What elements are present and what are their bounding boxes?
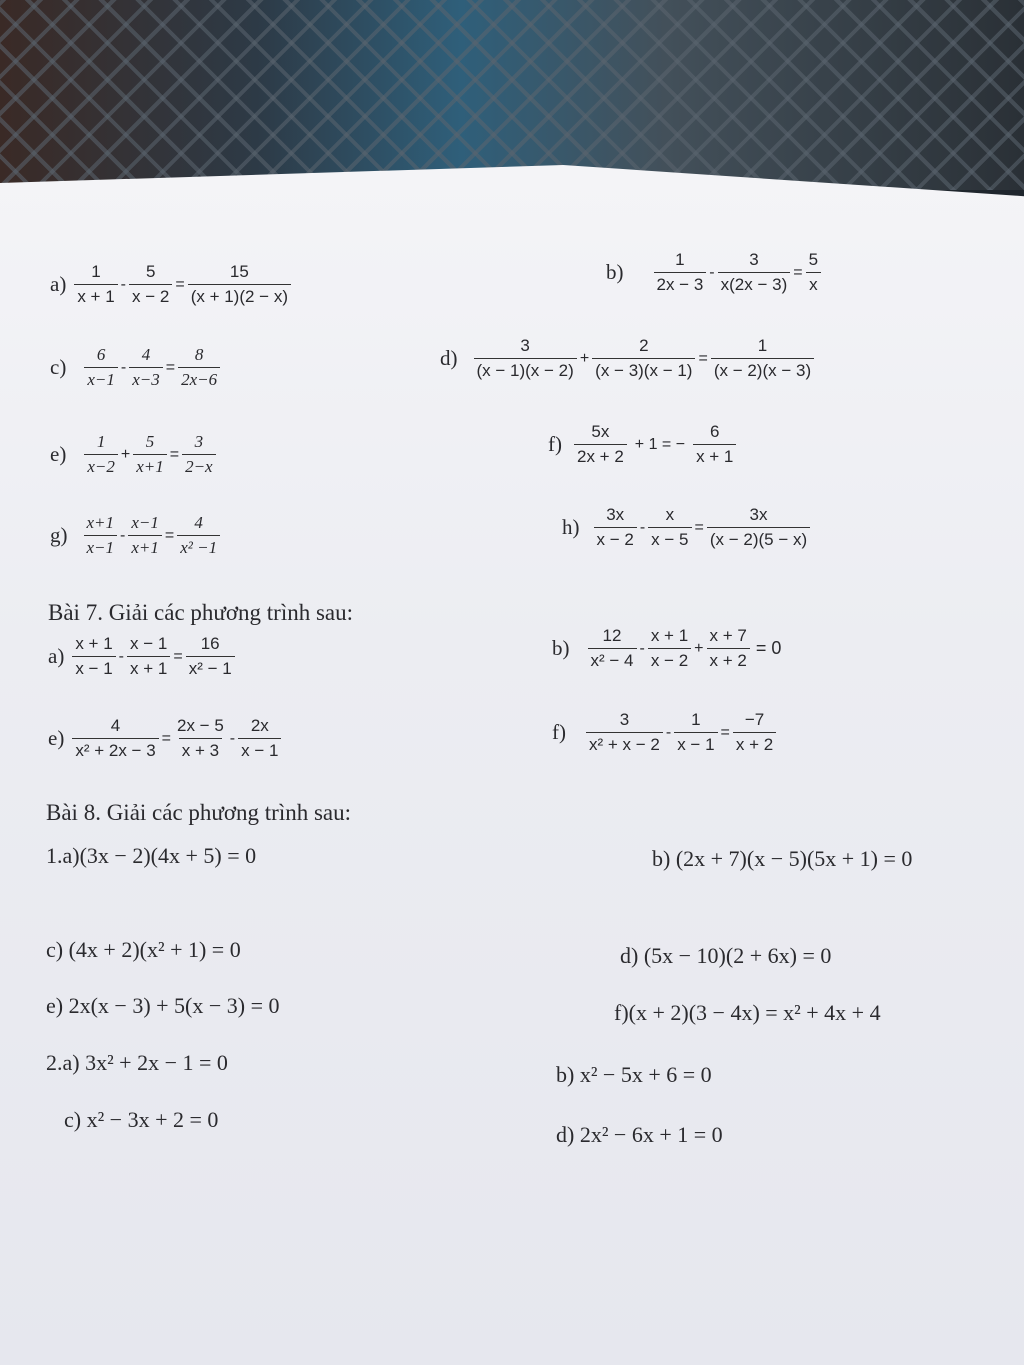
fraction: $\frac{x + 1}{x - 1}$ (72, 634, 115, 679)
exercise-7-title: Bài 7. Giải các phương trình sau: (48, 600, 354, 625)
fraction: $\frac{-7}{x + 2}$ (733, 710, 776, 755)
fraction: $\frac{4}{\text{x² −1}}$ (177, 513, 220, 558)
problem-label: b) (552, 636, 570, 660)
fraction: $\frac{1}{(x - 2)(x - 3)}$ (711, 336, 814, 381)
fraction: $\frac{x + 1}{x - 2}$ (648, 626, 691, 671)
fraction: $\frac{12}{\text{x² − 4}}$ (588, 626, 637, 671)
problem-8-2d: d) 2x² − 6x + 1 = 0 (556, 1122, 723, 1147)
operator: - (665, 723, 672, 741)
problem-label: a) (50, 272, 67, 296)
operator: - (229, 729, 236, 747)
problem-7f (552, 710, 778, 755)
equals-sign: = (169, 445, 180, 463)
problem-8-1e: e) 2x(x − 3) + 5(x − 3) = 0 (46, 993, 280, 1018)
fraction: $\frac{4}{\text{x² + 2x − 3}}$ (72, 716, 158, 761)
problem-8-1d: d) (5x − 10)(2 + 6x) = 0 (620, 943, 832, 968)
problem-label: a) (48, 644, 65, 668)
equals-sign: = (720, 723, 730, 741)
operator: - (120, 526, 126, 544)
problem-8-2b: b) x² − 5x + 6 = 0 (556, 1062, 712, 1087)
operator: - (118, 647, 124, 665)
problem-label: d) (440, 346, 458, 370)
operator: - (639, 639, 645, 657)
problem-6e (50, 432, 218, 477)
problem-6f (548, 422, 738, 467)
problem-6b (606, 250, 823, 295)
fraction: $\frac{2x - 5}{x + 3}$ (177, 716, 224, 760)
operator: - (709, 263, 715, 281)
fraction: $\frac{3x}{(x - 2)(5 - x)}$ (707, 505, 810, 550)
fraction: $\frac{6}{x + 1}$ (693, 422, 736, 467)
problem-6c (50, 345, 222, 390)
fraction: $\frac{5x}{2x + 2}$ (574, 422, 627, 467)
equals-zero: = 0 (755, 638, 782, 658)
problem-6g (50, 513, 222, 558)
fraction: $\frac{15}{(x + 1)(2 - x)}$ (188, 262, 291, 307)
fraction: $\frac{3}{x(2x - 3)}$ (718, 250, 791, 295)
problem-label: c) (50, 355, 67, 379)
problem-8-1f: f)(x + 2)(3 − 4x) = x² + 4x + 4 (614, 1000, 881, 1025)
fraction: $\frac{x - 1}{x + 1}$ (127, 634, 170, 679)
background-scene (0, 0, 1024, 190)
equals-sign: = (694, 518, 704, 536)
problem-6a (50, 262, 293, 307)
problem-label: h) (562, 515, 580, 539)
fraction: $\frac{6}{x-1}$ (84, 345, 118, 390)
problem-8-2c: c) x² − 3x + 2 = 0 (64, 1107, 219, 1132)
equals-sign: = (175, 275, 185, 293)
fraction: $\frac{3}{2-x}$ (182, 432, 216, 477)
problem-label: f) (548, 432, 562, 456)
fraction: $\frac{1}{x + 1}$ (74, 262, 117, 307)
fraction: $\frac{x + 7}{x + 2}$ (707, 626, 750, 671)
problem-label: g) (50, 523, 68, 547)
problem-7b (552, 626, 782, 671)
problem-8-2a: 2.a) 3x² + 2x − 1 = 0 (46, 1050, 228, 1075)
fraction: $\frac{x-1}{x+1}$ (128, 513, 162, 558)
fraction: $\frac{1}{x-2}$ (84, 432, 118, 477)
fraction: $\frac{2}{(x - 3)(x - 1)}$ (592, 336, 695, 381)
fraction: $\frac{16}{\text{x² − 1}}$ (186, 634, 235, 679)
problem-6d (440, 336, 816, 381)
operator: - (120, 358, 127, 376)
operator: + 1 = − (634, 435, 686, 453)
equals-sign: = (164, 526, 175, 544)
problem-8-1b: b) (2x + 7)(x − 5)(5x + 1) = 0 (652, 846, 913, 871)
fraction: $\frac{1}{x - 1}$ (674, 710, 717, 755)
problem-label: b) (606, 260, 624, 284)
problem-8-1a: 1.a)(3x − 2)(4x + 5) = 0 (46, 843, 257, 868)
operator: + (694, 639, 704, 657)
fraction: $\frac{1}{2x - 3}$ (654, 250, 707, 295)
fraction: $\frac{3x}{x - 2}$ (594, 505, 637, 550)
equals-sign: = (793, 263, 803, 281)
fraction: $\frac{5}{x+1}$ (133, 432, 167, 477)
fraction: $\frac{3}{\text{x² + x − 2}}$ (586, 710, 663, 755)
fraction: $\frac{2x}{x - 1}$ (238, 716, 281, 761)
problem-8-1c: c) (4x + 2)(x² + 1) = 0 (46, 937, 241, 962)
problem-label: e) (50, 442, 67, 466)
fraction: $\frac{5}{x - 2}$ (129, 262, 172, 307)
fraction: $\frac{x+1}{x-1}$ (84, 513, 118, 558)
fraction: $\frac{5}{x}$ (806, 250, 821, 295)
problem-6h (562, 505, 812, 550)
problem-label: f) (552, 720, 566, 744)
problem-7e (48, 716, 283, 761)
operator: - (120, 275, 126, 293)
fraction: $\frac{8}{2x-6}$ (178, 345, 220, 390)
problem-7a (48, 634, 237, 679)
fraction: $\frac{3}{(x - 1)(x - 2)}$ (474, 336, 577, 381)
exercise-8-title: Bài 8. Giải các phương trình sau: (46, 800, 352, 825)
equals-sign: = (161, 729, 171, 747)
fraction: $\frac{4}{x-3}$ (129, 345, 163, 390)
problem-label: e) (48, 726, 65, 750)
equals-sign: = (698, 349, 708, 367)
operator: + (579, 349, 590, 367)
equals-sign: = (173, 647, 183, 665)
equals-sign: = (165, 358, 176, 376)
operator: - (639, 518, 646, 536)
fraction: $\frac{x}{x - 5}$ (648, 505, 691, 550)
operator: + (120, 445, 131, 463)
